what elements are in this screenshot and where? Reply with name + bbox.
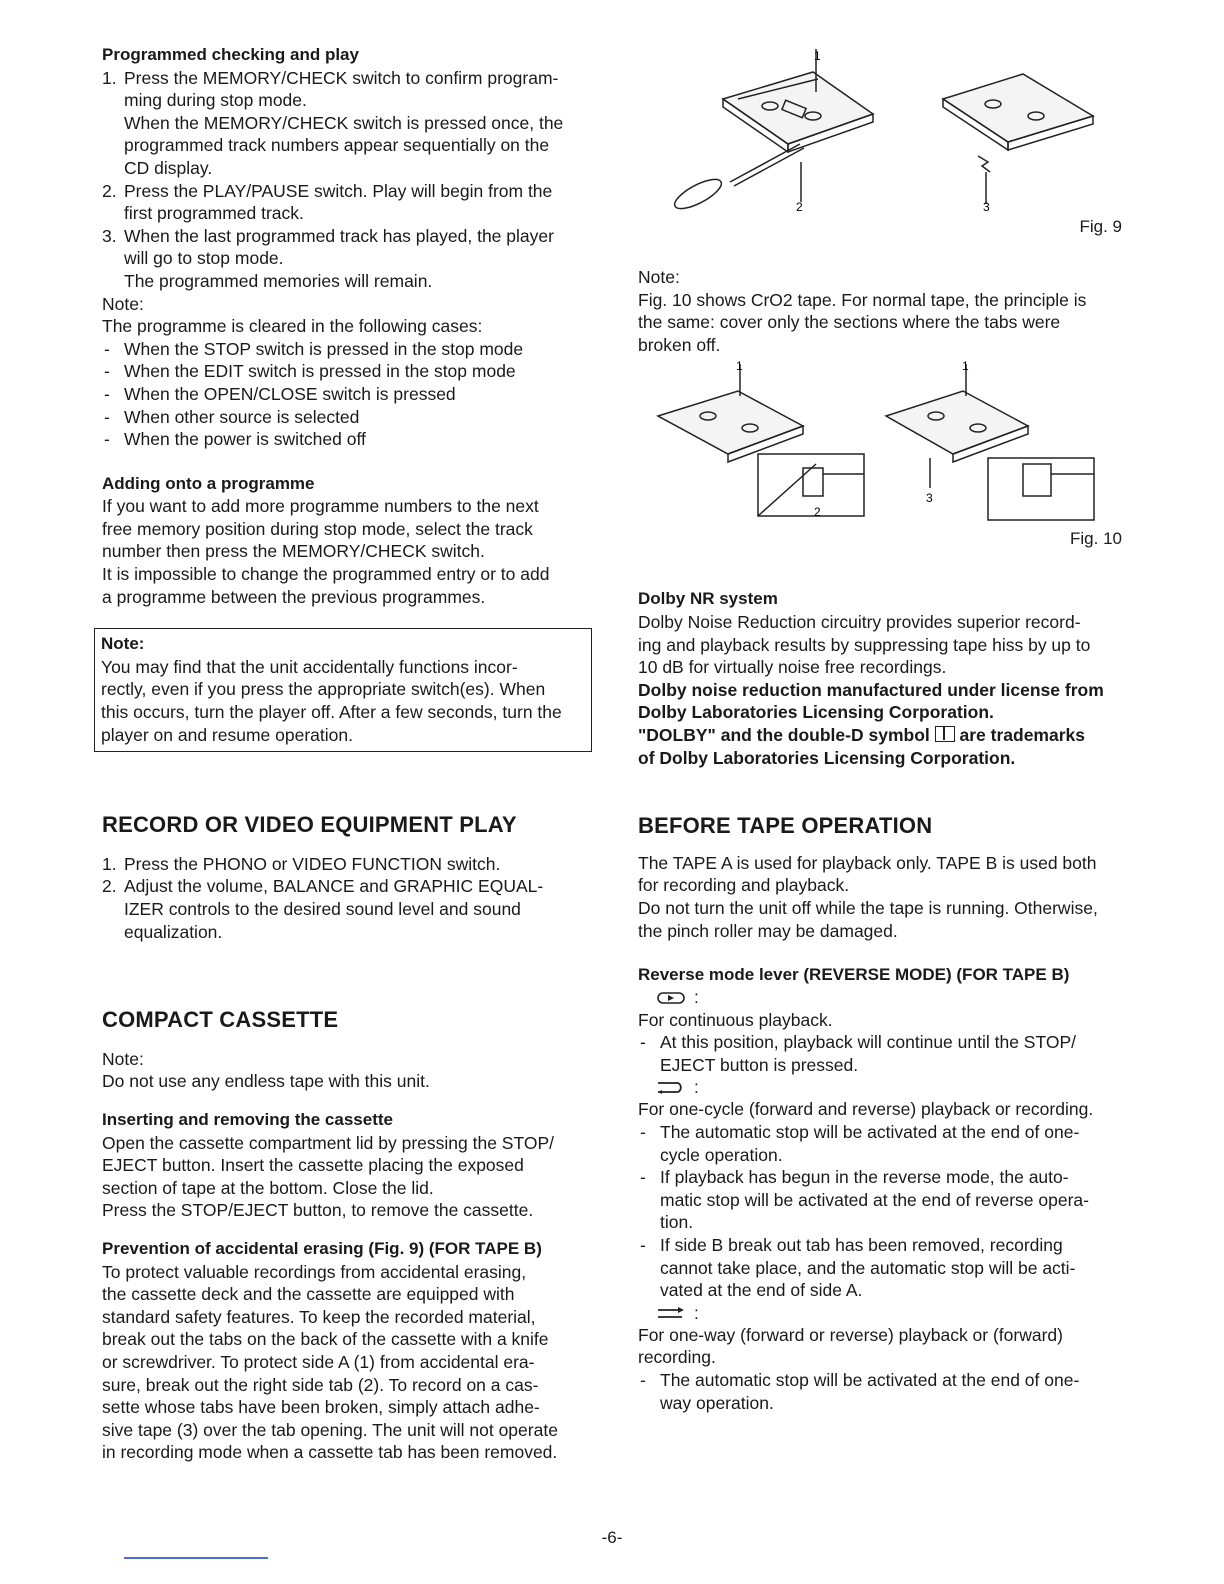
list-item: - When the power is switched off <box>102 428 592 451</box>
callout-label: 2 <box>796 200 803 214</box>
step-item: 1. Press the MEMORY/CHECK switch to confirm program- ming during stop mode. When the MEMORY/CHECK switch is pressed once, the programmed track numbers appear sequentially on the CD display. <box>102 67 564 178</box>
mode-notes <box>638 1369 1130 1414</box>
note-label: Note: <box>102 1048 144 1069</box>
footer-rule <box>124 1557 268 1559</box>
mode-description: For continuous playback. <box>638 1009 833 1030</box>
callout-label: 3 <box>983 200 990 214</box>
list-item: - If playback has begun in the reverse mode, the auto- matic stop will be activated at the end of reverse opera- tion. <box>638 1166 1130 1234</box>
figure-caption: Fig. 10 <box>1070 529 1122 549</box>
list-item: - The automatic stop will be activated at the end of one- way operation. <box>638 1369 1130 1414</box>
steps-list <box>102 853 592 943</box>
callout-label: 1 <box>736 359 743 374</box>
section-heading: Dolby NR system <box>638 589 778 609</box>
section-heading: Reverse mode lever (REVERSE MODE) (FOR TAPE B) <box>638 965 1070 985</box>
cassette-tape-cover-illustration <box>638 356 1130 556</box>
mode-notes <box>638 1121 1130 1302</box>
note-box-label: Note: <box>101 634 145 654</box>
dolby-trademark: "DOLBY" and the double-D symbol are trademarks of Dolby Laboratories Licensing Corporation. <box>638 724 1085 768</box>
callout-label: 1 <box>814 49 821 63</box>
list-item: - If side B break out tab has been removed, recording cannot take place, and the automatic stop will be acti- vated at the end of side A. <box>638 1234 1130 1302</box>
dolby-paragraph: Dolby Noise Reduction circuitry provides superior record- ing and playback results by suppressing tape hiss by up to 10 dB for virtually noise free recordings. <box>638 611 1091 678</box>
before-tape-paragraph: The TAPE A is used for playback only. TAPE B is used both for recording and playback. Do not turn the unit off while the tape is running. Otherwise, the pinch roller may be damaged. <box>638 852 1098 941</box>
figure-10 <box>638 356 1130 576</box>
mode-description: For one-way (forward or reverse) playback or (forward) recording. <box>638 1324 1063 1368</box>
list-item: - At this position, playback will continue until the STOP/ EJECT button is pressed. <box>638 1031 1130 1076</box>
list-item: - When other source is selected <box>102 406 592 429</box>
section-heading: Inserting and removing the cassette <box>102 1109 393 1129</box>
list-item: - When the EDIT switch is pressed in the stop mode <box>102 360 592 383</box>
section-title: RECORD OR VIDEO EQUIPMENT PLAY <box>102 812 517 838</box>
dolby-license: Dolby noise reduction manufactured under license from Dolby Laboratories Licensing Corporation. <box>638 679 1104 723</box>
list-item: - When the OPEN/CLOSE switch is pressed <box>102 383 592 406</box>
one-cycle-icon <box>656 1079 688 1095</box>
section-heading: Prevention of accidental erasing (Fig. 9) (FOR TAPE B) <box>102 1238 542 1258</box>
step-item: 1. Press the PHONO or VIDEO FUNCTION switch. <box>102 853 501 874</box>
step-item: 3. When the last programmed track has played, the player will go to stop mode. The programmed memories will remain. <box>102 225 554 291</box>
fig-note-paragraph: Fig. 10 shows CrO2 tape. For normal tape, the principle is the same: cover only the sections where the tabs were broken off. <box>638 289 1087 355</box>
section-title: BEFORE TAPE OPERATION <box>638 813 933 839</box>
reverse-mode-row: : <box>638 1076 1130 1098</box>
note-intro: The programme is cleared in the following cases: <box>102 316 483 337</box>
note-box: Note: You may find that the unit accidentally functions incor- rectly, even if you press the appropriate switch(es). When this occurs, turn the player off. After a few seconds, turn the player on and resume operation. <box>94 628 592 752</box>
one-way-icon <box>656 1305 688 1321</box>
mode-notes <box>638 1031 1130 1076</box>
figure-caption: Fig. 9 <box>1079 217 1122 236</box>
double-d-icon <box>935 726 955 742</box>
continuous-loop-icon <box>656 990 688 1006</box>
reverse-mode-row: : <box>638 1302 1130 1324</box>
list-item: - The automatic stop will be activated at the end of one- cycle operation. <box>638 1121 1130 1166</box>
left-column <box>102 44 592 1464</box>
insert-paragraph: Open the cassette compartment lid by pressing the STOP/ EJECT button. Insert the cassette placing the exposed section of tape at the bottom. Close the lid. Press the STOP/EJECT button, to remove the cassette. <box>102 1132 554 1221</box>
list-item: - When the STOP switch is pressed in the stop mode <box>102 338 592 361</box>
note-label: Note: <box>102 293 144 314</box>
section-title: COMPACT CASSETTE <box>102 1007 339 1033</box>
figure-9 <box>638 44 1130 266</box>
adding-paragraph: If you want to add more programme numbers to the next free memory position during stop mode, select the track number then press the MEMORY/CHECK switch. It is impossible to change the programmed entry or to add a programme between the previous programmes. <box>102 496 550 607</box>
prevent-paragraph: To protect valuable recordings from accidental erasing, the cassette deck and the cassette are equipped with standard safety features. To keep the recorded material, break out the tabs on the back of the cassette with a knife or screwdriver. To protect side A (1) from accidental era- sure, break out the right side tab (2). To record on a cas- sette whose tabs have been broken, simply attach adhe- sive tape (3) over the tab opening. The unit will not operate in recording mode when a cassette tab has been removed. <box>102 1261 558 1463</box>
section-heading: Programmed checking and play <box>102 45 359 64</box>
clear-cases-list <box>102 338 592 451</box>
mode-description: For one-cycle (forward and reverse) playback or recording. <box>638 1099 1094 1120</box>
section-heading: Adding onto a programme <box>102 473 315 493</box>
right-column <box>638 44 1130 1414</box>
note-label: Note: <box>638 267 680 287</box>
cassette-tab-illustration <box>638 44 1130 244</box>
callout-label: 3 <box>926 491 933 506</box>
note-text: Do not use any endless tape with this unit. <box>102 1071 430 1092</box>
callout-label: 1 <box>962 359 969 374</box>
reverse-mode-row: : <box>638 987 1130 1009</box>
page-number: -6- <box>601 1528 623 1547</box>
step-item: 2. Press the PLAY/PAUSE switch. Play will begin from the first programmed track. <box>102 180 553 224</box>
step-item: 2. Adjust the volume, BALANCE and GRAPHIC EQUAL- IZER controls to the desired sound level and sound equalization. <box>102 876 544 942</box>
steps-list <box>102 67 592 293</box>
callout-label: 2 <box>814 505 821 520</box>
